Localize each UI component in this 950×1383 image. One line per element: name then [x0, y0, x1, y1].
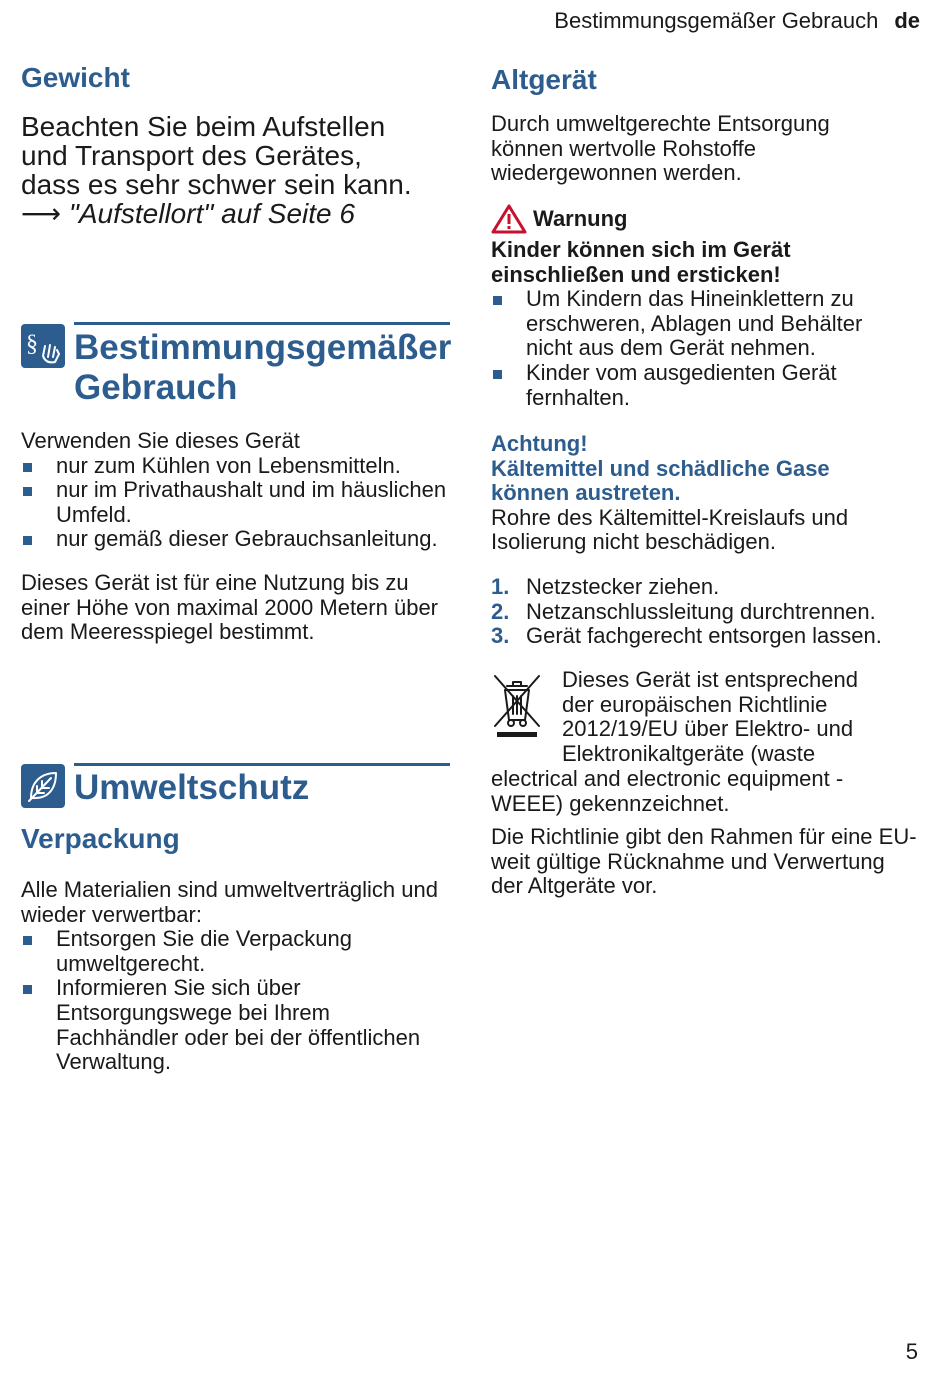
section-rule	[74, 763, 450, 766]
weee-line-4: Elektronikaltgeräte (waste	[562, 740, 816, 766]
list-item: Informieren Sie sich über Entsorgungswege bei Ihrem Fachhändler oder bei der öffentlichen Verwaltung.	[21, 976, 451, 1074]
running-title: Bestimmungsgemäßer Gebrauch	[554, 8, 879, 33]
caution-text: Rohre des Kältemittel-Kreislaufs und Isolierung nicht beschädigen.	[491, 504, 849, 555]
weee-bin-icon	[491, 672, 543, 745]
weee-line-2: der europäischen Richtlinie	[562, 691, 828, 717]
running-header	[554, 8, 920, 34]
gebrauch-intro: Verwenden Sie dieses Gerät	[21, 428, 300, 453]
warning-list	[491, 287, 911, 410]
step-text: Netzstecker ziehen.	[526, 574, 720, 599]
weee-rest: electrical and electronic equipment - WEEE) gekennzeichnet.	[491, 766, 844, 816]
list-item: nur zum Kühlen von Lebensmitteln.	[21, 454, 451, 479]
warning-label-row	[491, 204, 911, 234]
language-code: de	[894, 8, 920, 33]
verpackung-intro: Alle Materialien sind umweltverträglich und wieder verwertbar:	[21, 877, 438, 927]
svg-text:§: §	[26, 331, 38, 357]
warning-title: Kinder können sich im Gerät einschließen und ersticken!	[491, 237, 791, 287]
verpackung-body	[21, 878, 451, 1075]
list-item: Entsorgen Sie die Verpackung umweltgerecht.	[21, 927, 451, 976]
leaf-icon	[21, 764, 65, 808]
list-item: Um Kindern das Hineinklettern zu erschweren, Ablagen und Behälter nicht aus dem Gerät nehmen.	[491, 287, 911, 361]
altgeraet-intro: Durch umweltgerechte Entsorgung können wertvolle Rohstoffe wiedergewonnen werden.	[491, 111, 830, 186]
step-text: Netzanschlussleitung durchtrennen.	[526, 598, 876, 624]
paragraph-hand-icon	[21, 324, 65, 368]
gewicht-line-1: Beachten Sie beim Aufstellen	[21, 111, 386, 142]
gebrauch-list	[21, 454, 451, 552]
gewicht-line-2: und Transport des Gerätes,	[21, 140, 362, 171]
list-item: Kinder vom ausgedienten Gerät fernhalten.	[491, 361, 911, 410]
step-number: 2.	[491, 598, 510, 624]
gewicht-line-3: dass es sehr schwer sein kann.	[21, 169, 412, 200]
weee-lines	[562, 668, 922, 766]
gebrauch-heading-line-1: Bestimmungsgemäßer	[74, 328, 452, 367]
disposal-steps	[491, 575, 931, 649]
list-item	[491, 624, 931, 649]
gewicht-text	[21, 112, 461, 228]
caution-title: Kältemittel und schädliche Gase können austreten.	[491, 455, 830, 506]
step-number: 3.	[491, 623, 510, 649]
caution-block	[491, 432, 891, 555]
weee-line-3: 2012/19/EU über Elektro- und	[562, 716, 854, 742]
list-item: nur im Privathaushalt und im häuslichen Umfeld.	[21, 478, 451, 527]
page-reference-link[interactable]: "Aufstellort" auf Seite 6	[68, 198, 355, 229]
list-item: nur gemäß dieser Gebrauchsanleitung.	[21, 527, 451, 552]
page-reference[interactable]	[21, 199, 461, 228]
warning-block	[491, 204, 911, 410]
arrow-right-icon: ⟶	[21, 198, 62, 229]
verpackung-heading: Verpackung	[21, 823, 180, 854]
warning-label: Warnung	[533, 205, 628, 231]
gebrauch-paragraph: Dieses Gerät ist für eine Nutzung bis zu einer Höhe von maximal 2000 Metern über dem Meeresspiegel bestimmt.	[21, 569, 439, 645]
step-number: 1.	[491, 574, 510, 599]
gebrauch-heading	[74, 328, 454, 408]
page-number: 5	[905, 1339, 918, 1364]
warning-triangle-icon	[491, 204, 527, 234]
list-item	[491, 575, 931, 600]
verpackung-list	[21, 927, 451, 1075]
richtlinie-paragraph: Die Richtlinie gibt den Rahmen für eine EU-weit gültige Rücknahme und Verwertung der Altgeräte vor.	[491, 824, 917, 899]
altgeraet-heading: Altgerät	[491, 64, 597, 95]
gebrauch-body	[21, 429, 451, 645]
gebrauch-heading-line-2: Gebrauch	[74, 368, 238, 407]
list-item	[491, 600, 931, 625]
umwelt-heading: Umweltschutz	[74, 768, 310, 807]
caution-label: Achtung!	[491, 431, 588, 456]
section-rule	[74, 322, 450, 325]
weee-line-1: Dieses Gerät ist entsprechend	[562, 667, 858, 692]
step-text: Gerät fachgerecht entsorgen lassen.	[526, 623, 882, 649]
gewicht-heading: Gewicht	[21, 62, 130, 93]
